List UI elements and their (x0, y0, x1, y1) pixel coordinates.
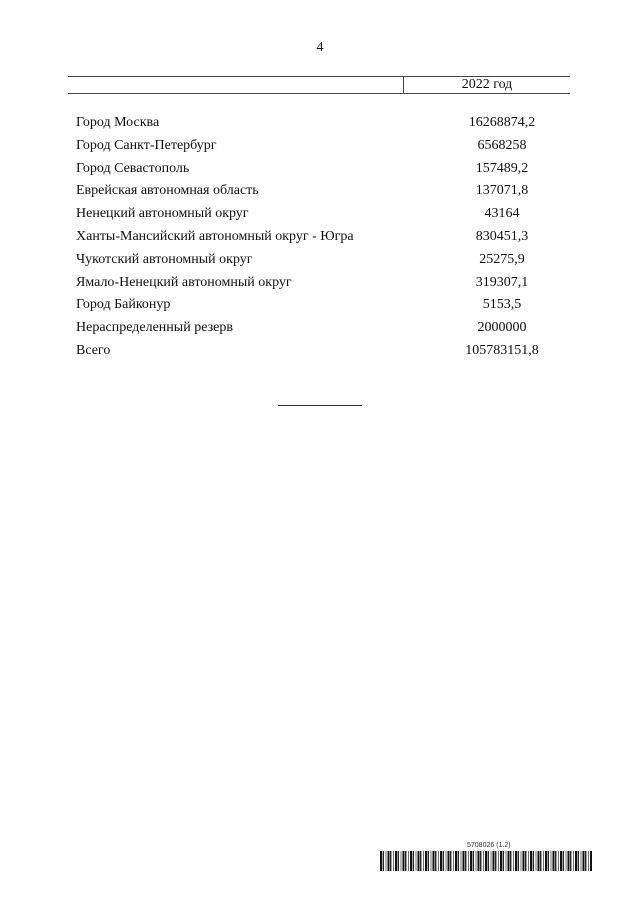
table-row (76, 180, 570, 203)
region-name: Еврейская автономная область (76, 183, 259, 199)
barcode-bar (513, 851, 514, 871)
barcode-bar (536, 851, 537, 871)
barcode-bar (395, 851, 397, 871)
barcode-bar (428, 851, 429, 871)
barcode-image (380, 851, 592, 871)
barcode-bar (488, 851, 489, 871)
table-body (76, 112, 570, 363)
barcode-bar (575, 851, 577, 871)
barcode-bar (435, 851, 436, 871)
barcode-bar (558, 851, 559, 871)
barcode-bar (401, 851, 402, 871)
barcode-bar (500, 851, 502, 871)
barcode-bar (448, 851, 450, 871)
barcode-bar (585, 851, 586, 871)
region-amount: 16268874,2 (468, 115, 536, 130)
barcode-bar (408, 851, 409, 871)
end-rule (278, 405, 362, 406)
barcode-bar (463, 851, 465, 871)
barcode-bar (485, 851, 487, 871)
region-name: Всего (76, 342, 111, 358)
region-amount: 5153,5 (482, 297, 522, 313)
barcode-bar (470, 851, 472, 871)
barcode-bar (450, 851, 451, 871)
barcode-bar (443, 851, 444, 871)
barcode-bar (538, 851, 540, 871)
barcode-bar (476, 851, 477, 871)
barcode-bar (506, 851, 507, 871)
barcode-bar (423, 851, 424, 871)
barcode-bar (555, 851, 556, 871)
barcode-bar (540, 851, 541, 871)
barcode-bar (413, 851, 414, 871)
table-row (76, 135, 570, 158)
barcode-bar (563, 851, 564, 871)
region-amount: 157489,2 (475, 160, 529, 176)
barcode-bar (418, 851, 420, 871)
table-row (76, 272, 570, 295)
barcode-bar (568, 851, 570, 871)
table-row (76, 112, 570, 135)
barcode-bar (438, 851, 439, 871)
barcode-bar (465, 851, 466, 871)
barcode-bar (473, 851, 474, 871)
barcode-bar (503, 851, 504, 871)
barcode-bar (440, 851, 442, 871)
barcode-bar (453, 851, 454, 871)
barcode-bar (578, 851, 579, 871)
barcode-bar (478, 851, 480, 871)
barcode-bar (386, 851, 387, 871)
table-row (76, 317, 570, 340)
barcode-bar (491, 851, 492, 871)
barcode-bar (405, 851, 406, 871)
region-name: Город Москва (76, 115, 160, 130)
barcode-bar (508, 851, 510, 871)
barcode-bar (545, 851, 547, 871)
barcode-bar (521, 851, 522, 871)
barcode-bar (533, 851, 534, 871)
region-amount: 43164 (484, 206, 520, 222)
column-header-year: 2022 год (461, 77, 513, 92)
barcode-bar (493, 851, 495, 871)
table-row (76, 203, 570, 226)
barcode-bar (518, 851, 519, 871)
page-number: 4 (316, 40, 324, 55)
barcode-bar (483, 851, 484, 871)
barcode-bar (416, 851, 417, 871)
barcode-bar (530, 851, 532, 871)
barcode-bar (543, 851, 544, 871)
barcode-bar (380, 851, 382, 871)
barcode-bar (523, 851, 525, 871)
barcode-bar (495, 851, 496, 871)
table-row (76, 294, 570, 317)
region-amount: 2000000 (477, 320, 527, 336)
region-name: Ненецкий автономный округ (76, 206, 249, 222)
barcode-bar (588, 851, 589, 871)
region-name: Город Севастополь (76, 160, 190, 176)
barcode-bar (590, 851, 592, 871)
barcode-bar (433, 851, 435, 871)
barcode-bar (388, 851, 390, 871)
region-name: Ямало-Ненецкий автономный округ (76, 274, 292, 290)
barcode-bar (446, 851, 447, 871)
barcode-bar (570, 851, 571, 871)
barcode-bar (548, 851, 549, 871)
barcode-bar (498, 851, 499, 871)
region-name: Нераспределенный резерв (76, 320, 233, 336)
region-amount: 137071,8 (475, 183, 529, 199)
barcode-bar (551, 851, 552, 871)
barcode-bar (455, 851, 457, 871)
barcode-bar (393, 851, 394, 871)
barcode-bar (581, 851, 582, 871)
barcode-bar (480, 851, 481, 871)
table-row (76, 158, 570, 181)
barcode-bar (420, 851, 421, 871)
region-amount: 25275,9 (479, 251, 525, 267)
barcode-bar (458, 851, 459, 871)
region-amount: 105783151,8 (465, 342, 539, 358)
region-amount: 830451,3 (475, 228, 529, 244)
barcode-bar (468, 851, 469, 871)
barcode-bar (583, 851, 585, 871)
region-name: Город Байконур (76, 297, 171, 313)
region-name: Город Санкт-Петербург (76, 137, 217, 153)
barcode-bar (566, 851, 567, 871)
table-row (76, 340, 570, 363)
table-header (68, 76, 570, 94)
barcode-bar (515, 851, 517, 871)
barcode-bar (383, 851, 384, 871)
barcode-bar (510, 851, 511, 871)
region-amount: 6568258 (477, 137, 527, 153)
barcode-bar (560, 851, 562, 871)
barcode-bar (403, 851, 405, 871)
region-name: Ханты-Мансийский автономный округ - Югра (76, 228, 354, 244)
table-row (76, 249, 570, 272)
barcode-bar (528, 851, 529, 871)
barcode-bar (553, 851, 555, 871)
barcode-bar (410, 851, 412, 871)
barcode-bar (525, 851, 526, 871)
barcode-bar (431, 851, 432, 871)
table-row (76, 226, 570, 249)
barcode-bar (461, 851, 462, 871)
barcode-bar (425, 851, 427, 871)
barcode-bar (390, 851, 391, 871)
region-name: Чукотский автономный округ (76, 251, 253, 267)
barcode-bar (573, 851, 574, 871)
barcode-bar (398, 851, 399, 871)
barcode-caption: 5708026 (1.2) (467, 842, 511, 849)
region-amount: 319307,1 (475, 274, 529, 290)
